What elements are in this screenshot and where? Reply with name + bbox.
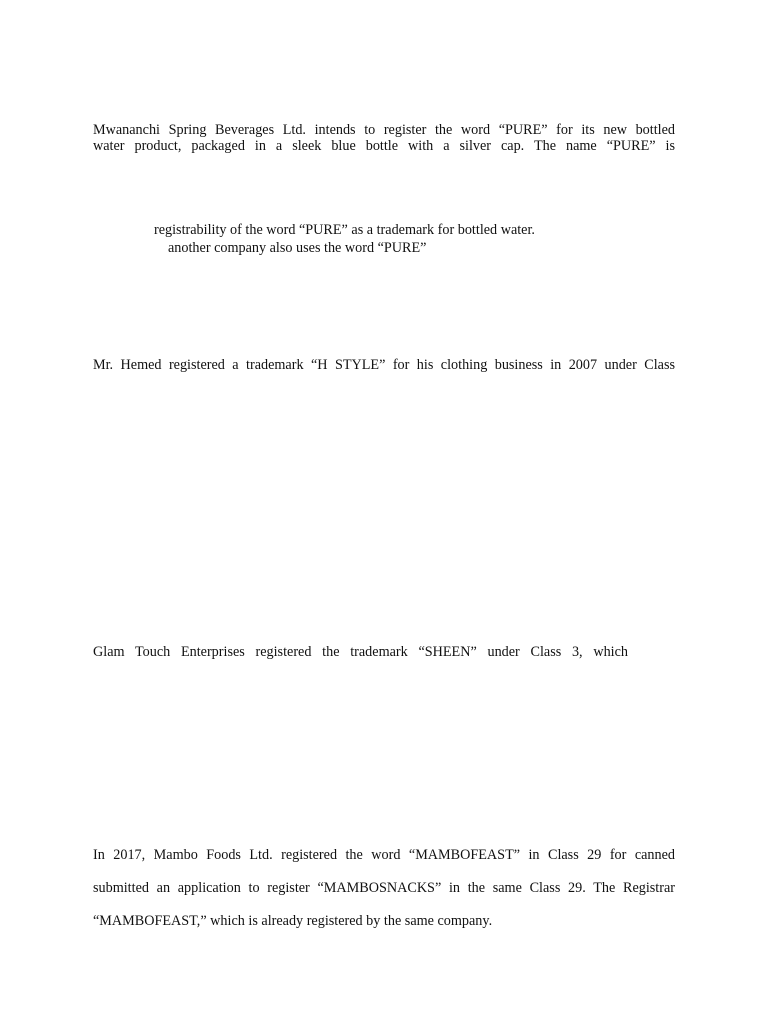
text-line: water product, packaged in a sleek blue bottle with a silver cap. The name “PURE” is xyxy=(93,138,675,154)
text-line: Glam Touch Enterprises registered the trademark “SHEEN” under Class 3, which xyxy=(93,644,628,660)
text-line: Mwananchi Spring Beverages Ltd. intends to register the word “PURE” for its new bottled xyxy=(93,122,675,138)
text-line: submitted an application to register “MAMBOSNACKS” in the same Class 29. The Registrar xyxy=(93,880,675,896)
text-line: Mr. Hemed registered a trademark “H STYLE” for his clothing business in 2007 under Class xyxy=(93,357,675,373)
text-line: In 2017, Mambo Foods Ltd. registered the word “MAMBOFEAST” in Class 29 for canned xyxy=(93,847,675,863)
text-line: another company also uses the word “PURE” xyxy=(168,240,427,256)
text-line: “MAMBOFEAST,” which is already registered by the same company. xyxy=(93,913,493,929)
text-line: registrability of the word “PURE” as a trademark for bottled water. xyxy=(154,222,535,238)
